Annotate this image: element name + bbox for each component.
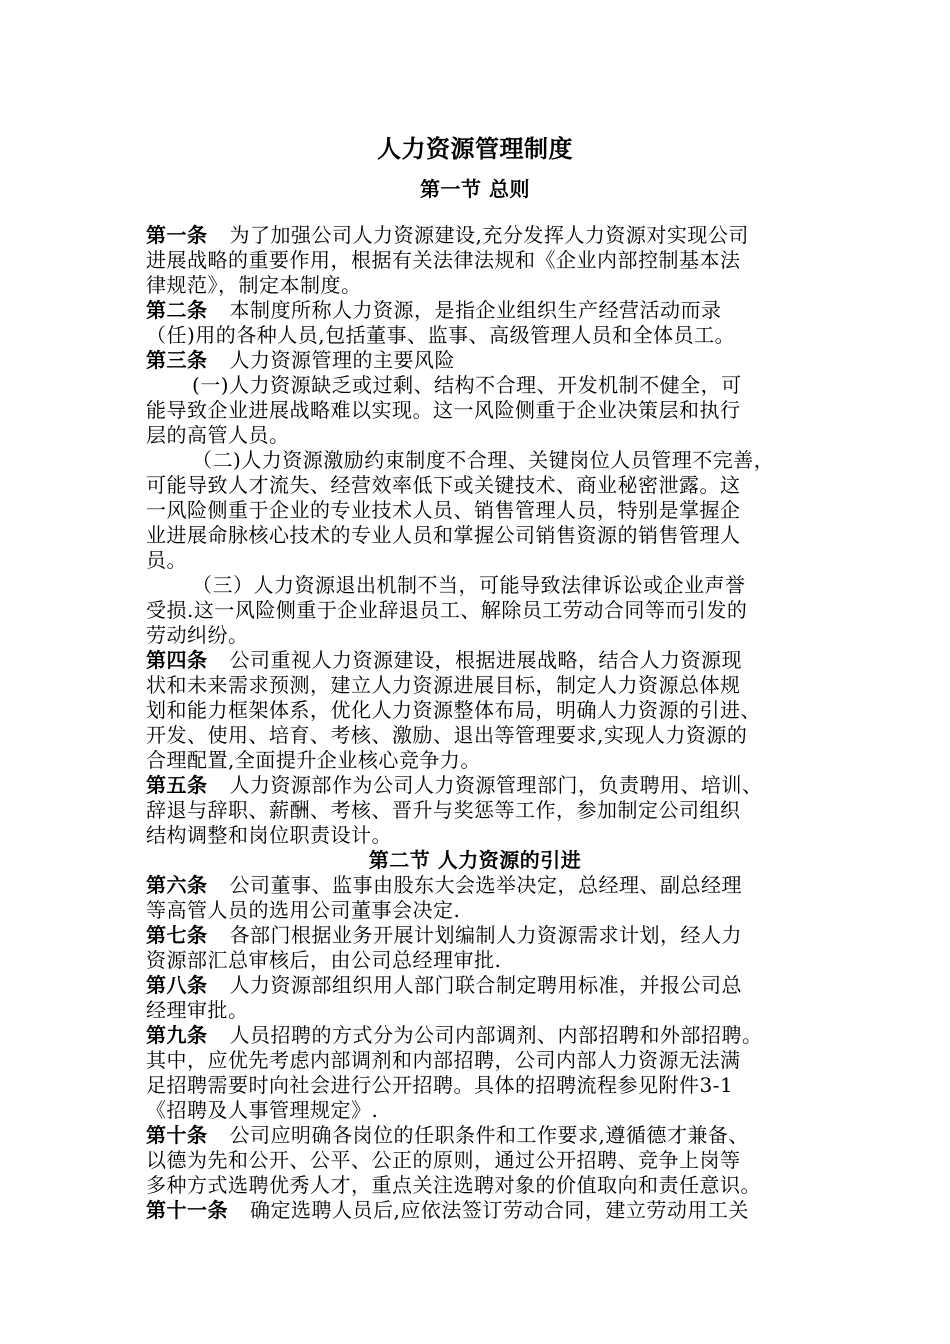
article-4	[146, 647, 742, 673]
article-label: 第三条	[146, 348, 208, 372]
article-text: 本制度所称人力资源，是指企业组织生产经营活动而录	[229, 298, 722, 322]
article-5	[146, 772, 763, 798]
text-line: （任)用的各种人员,包括董事、监事、高级管理人员和全体员工。	[146, 323, 736, 347]
article-6	[146, 872, 742, 898]
section-heading-2: 第二节 人力资源的引进	[368, 848, 582, 872]
text-line: 合理配置,全面提升企业核心竞争力。	[146, 748, 481, 772]
text-line: 层的高管人员。	[146, 423, 290, 447]
article-text: 各部门根据业务开展计划编制人力资源需求计划，经人力	[229, 923, 742, 947]
text-line: 律规范》，制定本制度。	[146, 273, 362, 297]
text-line: 一风险侧重于企业的专业技术人员、销售管理人员，特别是掌握企	[146, 498, 741, 522]
text-line: 劳动纠纷。	[146, 623, 249, 647]
article-text: 确定选聘人员后,应依法签订劳动合同，建立劳动用工关	[250, 1198, 749, 1222]
article-7	[146, 922, 742, 948]
article-3	[146, 347, 455, 373]
text-line: 足招聘需要时向社会进行公开招聘。具体的招聘流程参见附件3-1	[146, 1073, 734, 1097]
text-line: 开发、使用、培育、考核、激励、退出等管理要求,实现人力资源的	[146, 723, 748, 747]
article-text: 人员招聘的方式分为公司内部调剂、内部招聘和外部招聘。	[229, 1023, 763, 1047]
text-line: 业进展命脉核心技术的专业人员和掌握公司销售资源的销售管理人	[146, 523, 741, 547]
article-label: 第六条	[146, 873, 208, 897]
article-label: 第十一条	[146, 1198, 228, 1222]
text-line: 等高管人员的选用公司董事会决定.	[146, 898, 461, 922]
article-label: 第五条	[146, 773, 208, 797]
article-11	[146, 1197, 749, 1223]
text-line: 辞退与辞职、薪酬、考核、晋升与奖惩等工作，参加制定公司组织	[146, 798, 741, 822]
text-line: 划和能力框架体系，优化人力资源整体布局，明确人力资源的引进、	[146, 698, 761, 722]
text-line: 可能导致人才流失、经营效率低下或关键技术、商业秘密泄露。这	[146, 473, 741, 497]
text-line: 受损.这一风险侧重于企业辞退员工、解除员工劳动合同等而引发的	[146, 598, 748, 622]
article-label: 第七条	[146, 923, 208, 947]
text-line: 资源部汇总审核后，由公司总经理审批.	[146, 948, 502, 972]
article-text: 人力资源部组织用人部门联合制定聘用标准，并报公司总	[229, 973, 742, 997]
article-label: 第八条	[146, 973, 208, 997]
text-line: （二)人力资源激励约束制度不合理、关键岗位人员管理不完善，	[192, 448, 775, 472]
article-text: 为了加强公司人力资源建设,充分发挥人力资源对实现公司	[229, 223, 749, 247]
article-label: 第四条	[146, 648, 208, 672]
text-line: 《招聘及人事管理规定》.	[146, 1098, 379, 1122]
article-text: 公司重视人力资源建设，根据进展战略，结合人力资源现	[229, 648, 742, 672]
text-line: 其中，应优先考虑内部调剂和内部招聘，公司内部人力资源无法满	[146, 1048, 741, 1072]
text-line: （三）人力资源退出机制不当，可能导致法律诉讼或企业声誉	[192, 573, 746, 597]
document-title: 人力资源管理制度	[377, 135, 573, 163]
article-text: 公司董事、监事由股东大会选举决定，总经理、副总经理	[229, 873, 742, 897]
article-label: 第一条	[146, 223, 208, 247]
text-line: 进展战略的重要作用，根据有关法律法规和《企业内部控制基本法	[146, 248, 741, 272]
article-label: 第九条	[146, 1023, 208, 1047]
article-1	[146, 222, 749, 248]
text-line: 多种方式选聘优秀人才，重点关注选聘对象的价值取向和责任意识。	[146, 1173, 761, 1197]
article-text: 公司应明确各岗位的任职条件和工作要求,遵循德才兼备、	[229, 1123, 749, 1147]
article-text: 人力资源部作为公司人力资源管理部门，负责聘用、培训、	[229, 773, 763, 797]
text-line: 能导致企业进展战略难以实现。这一风险侧重于企业决策层和执行	[146, 398, 741, 422]
text-line: 结构调整和岗位职责设计。	[146, 823, 392, 847]
article-2	[146, 297, 722, 323]
article-8	[146, 972, 742, 998]
article-label: 第十条	[146, 1123, 208, 1147]
text-line: 员。	[146, 548, 187, 572]
article-label: 第二条	[146, 298, 208, 322]
text-line: 状和未来需求预测，建立人力资源进展目标，制定人力资源总体规	[146, 673, 741, 697]
text-line: (一)人力资源缺乏或过剩、结构不合理、开发机制不健全，可	[192, 373, 742, 397]
section-heading-1: 第一节 总则	[420, 177, 530, 201]
article-9	[146, 1022, 763, 1048]
article-text: 人力资源管理的主要风险	[229, 348, 455, 372]
text-line: 以德为先和公开、公平、公正的原则，通过公开招聘、竞争上岗等	[146, 1148, 741, 1172]
text-line: 经理审批。	[146, 998, 249, 1022]
article-10	[146, 1122, 749, 1148]
